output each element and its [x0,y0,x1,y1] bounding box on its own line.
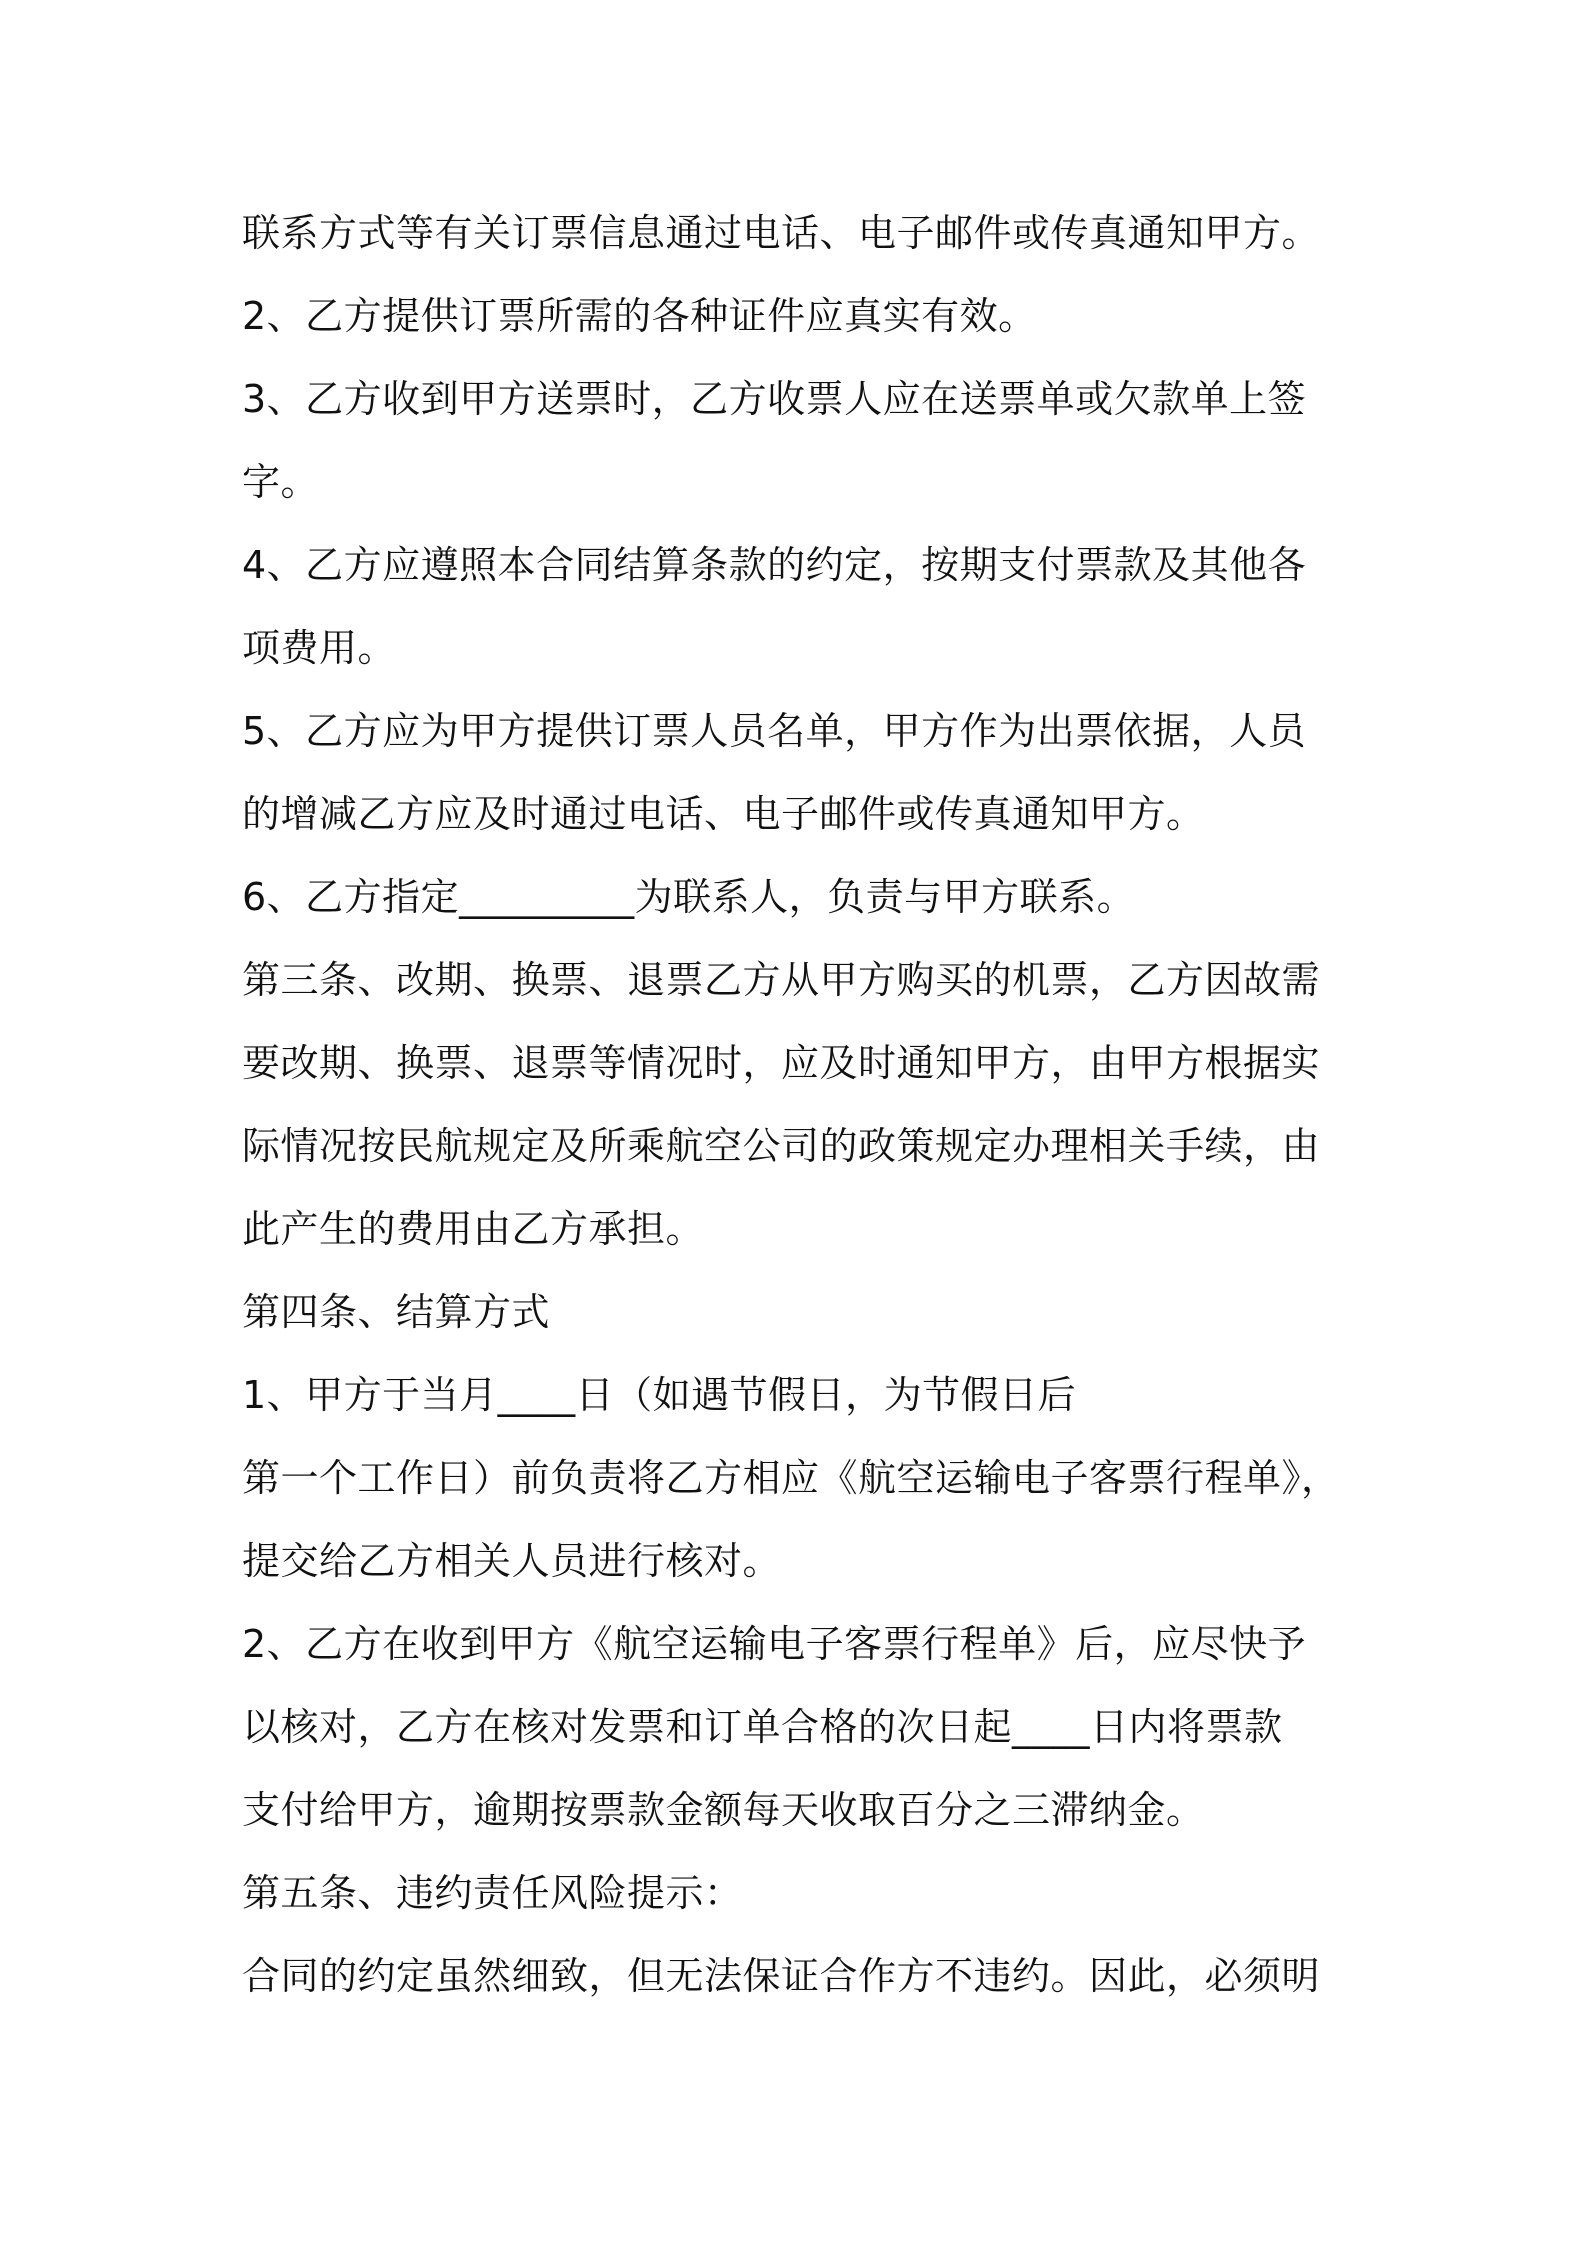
text-line: 4、乙方应遵照本合同结算条款的约定，按期支付票款及其他各 [242,543,1307,587]
text-line: 以核对，乙方在核对发票和订单合格的次日起____日内将票款 [242,1705,1283,1749]
text-line: 合同的约定虽然细致，但无法保证合作方不违约。因此，必须明 [242,1954,1321,1998]
text-line: 第五条、违约责任风险提示： [242,1871,743,1915]
text-line: 2、乙方提供订票所需的各种证件应真实有效。 [242,294,1037,338]
text-line: 字。 [242,460,320,504]
text-line: 第一个工作日）前负责将乙方相应《航空运输电子客票行程单》， [242,1456,1340,1500]
text-line: 支付给甲方，逾期按票款金额每天收取百分之三滞纳金。 [242,1788,1205,1832]
text-line: 提交给乙方相关人员进行核对。 [242,1539,782,1583]
text-line: 第四条、结算方式 [242,1290,551,1334]
text-line: 际情况按民航规定及所乘航空公司的政策规定办理相关手续，由 [242,1124,1321,1168]
text-line: 的增减乙方应及时通过电话、电子邮件或传真通知甲方。 [242,792,1205,836]
text-line: 要改期、换票、退票等情况时，应及时通知甲方，由甲方根据实 [242,1041,1321,1085]
text-line: 2、乙方在收到甲方《航空运输电子客票行程单》后，应尽快予 [242,1622,1307,1666]
text-line: 联系方式等有关订票信息通过电话、电子邮件或传真通知甲方。 [242,211,1321,255]
text-line: 5、乙方应为甲方提供订票人员名单，甲方作为出票依据，人员 [242,709,1307,753]
text-line: 1、甲方于当月____日（如遇节假日，为节假日后 [242,1373,1077,1417]
text-line: 6、乙方指定_________为联系人，负责与甲方联系。 [242,875,1136,919]
text-line: 此产生的费用由乙方承担。 [242,1207,705,1251]
text-line: 第三条、改期、换票、退票乙方从甲方购买的机票，乙方因故需 [242,958,1321,1002]
text-line: 3、乙方收到甲方送票时，乙方收票人应在送票单或欠款单上签 [242,377,1307,421]
contract-body [242,192,1372,2018]
text-line: 项费用。 [242,626,397,670]
